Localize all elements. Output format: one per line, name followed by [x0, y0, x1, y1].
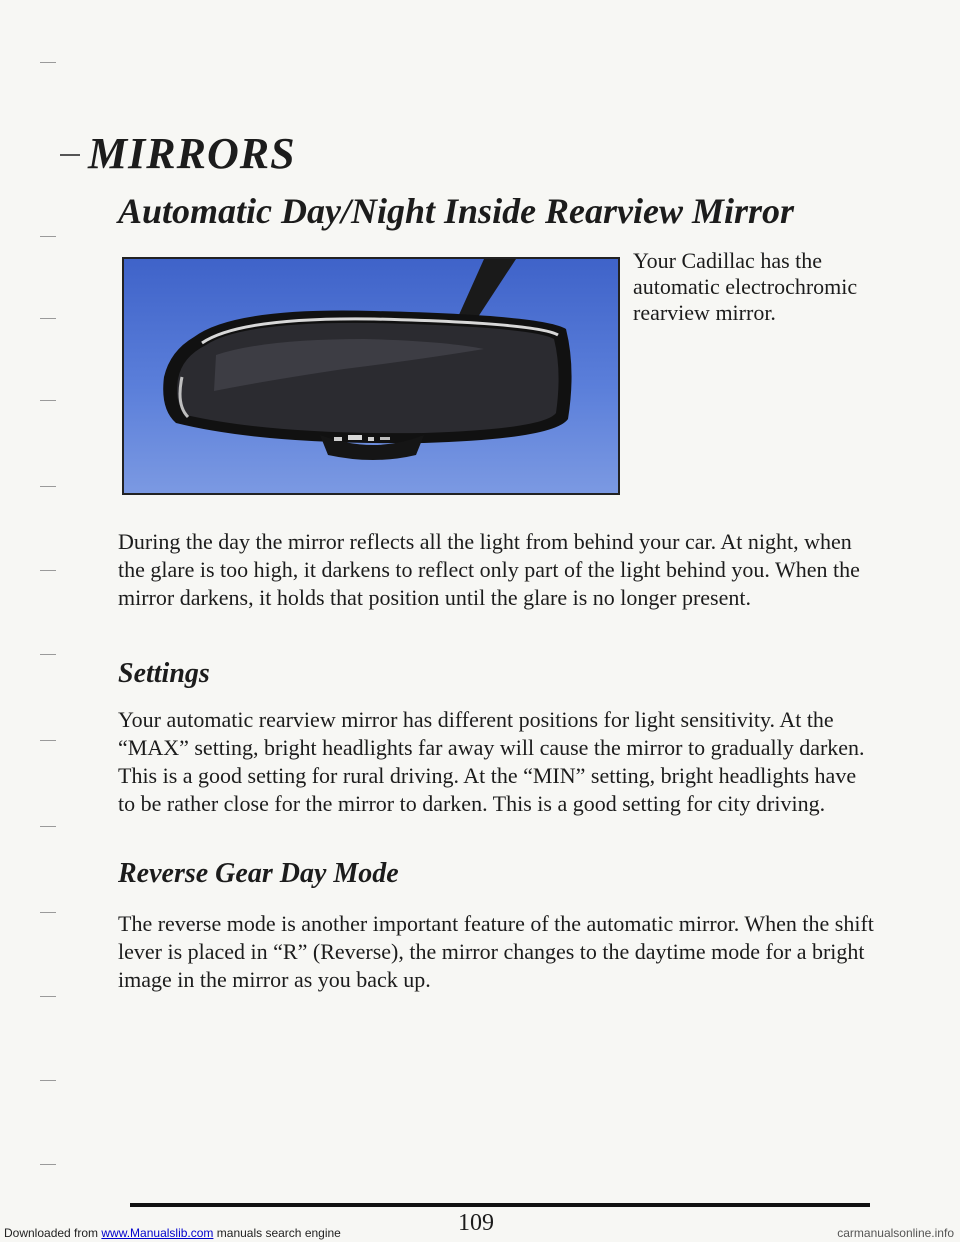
- margin-tick: [40, 62, 56, 63]
- rearview-mirror-photo: [122, 257, 620, 495]
- watermark: carmanualsonline.info: [837, 1226, 954, 1240]
- margin-tick: [40, 486, 56, 487]
- margin-tick: [40, 570, 56, 571]
- reverse-paragraph: The reverse mode is another important feature of the automatic mirror. When the shift lever is placed in “R” (Reverse), the mirror changes to the daytime mode for a bright image in the mirror as you back up.: [118, 911, 874, 992]
- settings-paragraph: Your automatic rearview mirror has different positions for light sensitivity. At the “MAX” setting, bright headlights far away will cause the mirror to gradually darken. This is a good setting for rural driving. At the “MIN” setting, bright headlights have to be rather close for the mirror to darken. This is a good setting for city driving.: [118, 707, 865, 816]
- subtitle: Automatic Day/Night Inside Rearview Mirror: [118, 191, 795, 231]
- margin-tick: [40, 826, 56, 827]
- reverse-heading: Reverse Gear Day Mode: [118, 858, 399, 889]
- title-dash: [60, 154, 80, 156]
- page-number: 109: [458, 1210, 494, 1236]
- margin-tick: [40, 654, 56, 655]
- manualslib-link[interactable]: www.Manualslib.com: [101, 1226, 214, 1240]
- settings-heading: Settings: [118, 658, 210, 689]
- margin-tick: [40, 996, 56, 997]
- day-night-paragraph: During the day the mirror reflects all the light from behind your car. At night, when the glare is too high, it darkens to reflect only part of the light behind you. When the mirror darkens, it holds that position until the glare is no longer present.: [118, 529, 860, 610]
- margin-tick: [40, 318, 56, 319]
- download-footer: [0, 1226, 341, 1240]
- margin-tick: [40, 236, 56, 237]
- footer-rule: [130, 1203, 870, 1207]
- footer-suffix: manuals search engine: [213, 1226, 341, 1240]
- margin-tick: [40, 1164, 56, 1165]
- margin-tick: [40, 1080, 56, 1081]
- intro-text: Your Cadillac has the automatic electrochromic rearview mirror.: [633, 248, 858, 325]
- footer-prefix: Downloaded from: [4, 1226, 102, 1240]
- margin-tick: [40, 740, 56, 741]
- section-title: MIRRORS: [88, 129, 296, 178]
- margin-tick: [40, 912, 56, 913]
- margin-tick: [40, 400, 56, 401]
